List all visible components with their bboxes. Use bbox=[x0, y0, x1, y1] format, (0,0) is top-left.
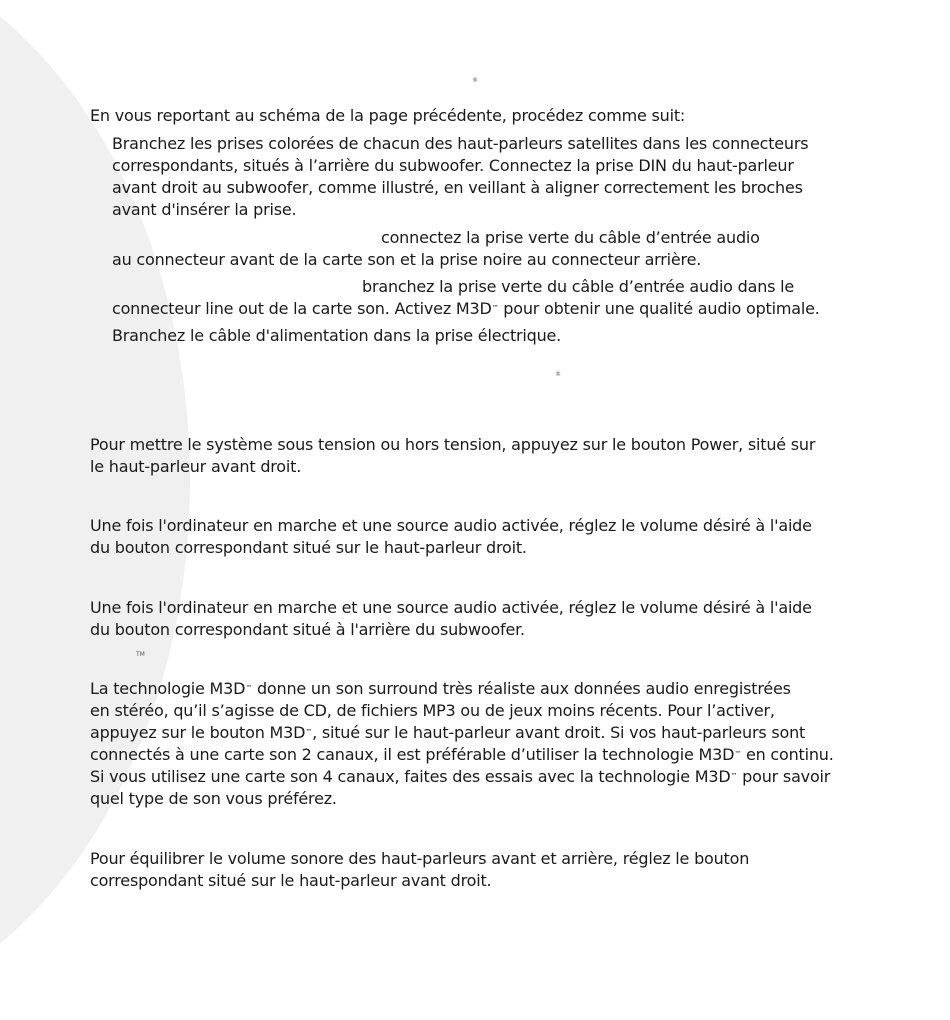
step2-line1: connectez la prise verte du câble d’entrée audio bbox=[381, 228, 760, 247]
step2-line2: au connecteur avant de la carte son et la prise noire au connecteur arrière. bbox=[112, 250, 702, 269]
volume-sub-line2: du bouton correspondant situé à l'arrière du subwoofer. bbox=[90, 620, 525, 639]
m3d-line6: quel type de son vous préférez. bbox=[90, 789, 337, 808]
registered-mark: ® bbox=[472, 77, 478, 84]
m3d-line3: appuyez sur le bouton M3D™, situé sur le haut-parleur avant droit. Si vos haut-parleurs sont bbox=[90, 723, 806, 742]
m3d-line5: Si vous utilisez une carte son 4 canaux, faites des essais avec la technologie M3D™ pour savoir bbox=[90, 767, 831, 786]
volume-front-line1: Une fois l'ordinateur en marche et une source audio activée, réglez le volume désiré à l'aide bbox=[90, 516, 812, 535]
step1-line1: Branchez les prises colorées de chacun des haut-parleurs satellites dans les connecteurs bbox=[112, 134, 809, 153]
m3d-line4: connectés à une carte son 2 canaux, il est préférable d’utiliser la technologie M3D™ en continu. bbox=[90, 745, 834, 764]
registered-mark: ® bbox=[555, 371, 561, 378]
step4-line: Branchez le câble d'alimentation dans la prise électrique. bbox=[112, 326, 562, 345]
step1-line2: correspondants, situés à l’arrière du subwoofer. Connectez la prise DIN du haut-parleur bbox=[112, 156, 794, 175]
m3d-line2: en stéréo, qu’il s’agisse de CD, de fichiers MP3 ou de jeux moins récents. Pour l’activer, bbox=[90, 701, 775, 720]
step3-line2: connecteur line out de la carte son. Activez M3D™ pour obtenir une qualité audio optimale. bbox=[112, 299, 820, 318]
intro-lead: En vous reportant au schéma de la page précédente, procédez comme suit: bbox=[90, 106, 686, 125]
power-line1: Pour mettre le système sous tension ou hors tension, appuyez sur le bouton Power, situé sur bbox=[90, 435, 816, 454]
step3-line1: branchez la prise verte du câble d’entrée audio dans le bbox=[362, 277, 795, 296]
step1-line3: avant droit au subwoofer, comme illustré, en veillant à aligner correctement les broches bbox=[112, 178, 803, 197]
trademark-mark: ™ bbox=[491, 304, 499, 312]
balance-line2: correspondant situé sur le haut-parleur avant droit. bbox=[90, 871, 492, 890]
balance-line1: Pour équilibrer le volume sonore des haut-parleurs avant et arrière, réglez le bouton bbox=[90, 849, 750, 868]
m3d-line1: La technologie M3D™ donne un son surround très réaliste aux données audio enregistrées bbox=[90, 679, 791, 698]
volume-front-line2: du bouton correspondant situé sur le haut-parleur droit. bbox=[90, 538, 527, 557]
trademark-mark: TM bbox=[136, 651, 145, 658]
step1-line4: avant d'insérer la prise. bbox=[112, 200, 297, 219]
volume-sub-line1: Une fois l'ordinateur en marche et une source audio activée, réglez le volume désiré à l'aide bbox=[90, 598, 812, 617]
power-line2: le haut-parleur avant droit. bbox=[90, 457, 302, 476]
